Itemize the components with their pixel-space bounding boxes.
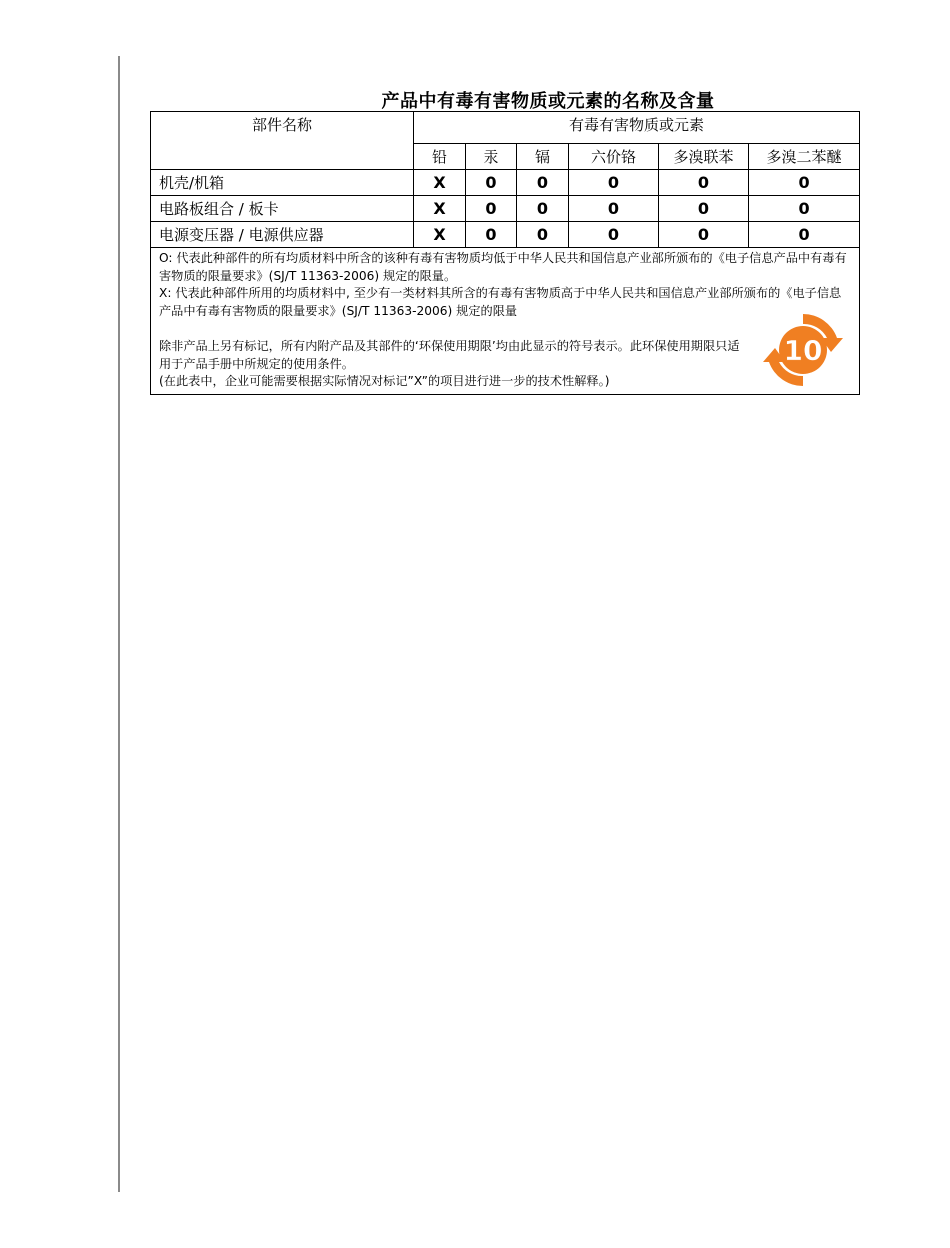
explain-note: (在此表中，企业可能需要根据实际情况对标记”X”的项目进行进一步的技术性解释。) xyxy=(159,374,610,388)
substance-header: 汞 xyxy=(466,144,517,170)
period-note: 除非产品上另有标记，所有内附产品及其部件的‘环保使用期限’均由此显示的符号表示。此环保使用期限只适用于产品手册中所规定的使用条件。 xyxy=(159,339,740,371)
substance-value: 0 xyxy=(466,196,517,222)
substance-value: 0 xyxy=(659,170,749,196)
substance-value: X xyxy=(414,170,466,196)
substance-value: 0 xyxy=(517,170,569,196)
substance-header: 铅 xyxy=(414,144,466,170)
substance-value: 0 xyxy=(749,222,860,248)
part-name: 电路板组合 / 板卡 xyxy=(151,196,414,222)
substance-group-header: 有毒有害物质或元素 xyxy=(414,112,860,144)
part-name: 电源变压器 / 电源供应器 xyxy=(151,222,414,248)
page-margin-line xyxy=(118,56,120,1192)
o-note: O: 代表此种部件的所有均质材料中所含的该种有毒有害物质均低于中华人民共和国信息产业部所颁布的《电子信息产品中有毒有害物质的限量要求》(SJ/T 11363-2006) 规定的限量。 xyxy=(159,251,847,283)
table-row xyxy=(151,196,860,222)
substance-value: X xyxy=(414,222,466,248)
table-row xyxy=(151,170,860,196)
part-name-header: 部件名称 xyxy=(151,112,414,170)
part-name: 机壳/机箱 xyxy=(151,170,414,196)
substance-value: 0 xyxy=(569,170,659,196)
substance-header: 镉 xyxy=(517,144,569,170)
substance-value: 0 xyxy=(466,170,517,196)
document-title: 产品中有毒有害物质或元素的名称及含量 xyxy=(381,91,715,112)
substance-value: 0 xyxy=(569,196,659,222)
substance-header: 多溴联苯 xyxy=(659,144,749,170)
substance-value: 0 xyxy=(466,222,517,248)
substance-value: 0 xyxy=(517,196,569,222)
substance-value: 0 xyxy=(569,222,659,248)
logo-text: 10 xyxy=(783,334,823,367)
epup-10-year-logo-icon xyxy=(763,310,843,390)
x-note: X: 代表此种部件所用的均质材料中, 至少有一类材料其所含的有毒有害物质高于中华人民共和国信息产业部所颁布的《电子信息产品中有毒有害物质的限量要求》(SJ/T 11363-2006) 规定的限量 xyxy=(159,286,842,318)
substance-value: 0 xyxy=(749,196,860,222)
substance-value: 0 xyxy=(749,170,860,196)
substance-value: 0 xyxy=(517,222,569,248)
notes-row xyxy=(151,248,860,395)
notes-cell xyxy=(151,248,860,395)
table-header-row xyxy=(151,112,860,144)
substance-value: 0 xyxy=(659,222,749,248)
substance-value: X xyxy=(414,196,466,222)
table-row xyxy=(151,222,860,248)
substance-value: 0 xyxy=(659,196,749,222)
substance-header: 六价铬 xyxy=(569,144,659,170)
substance-header: 多溴二苯醚 xyxy=(749,144,860,170)
hazardous-substances-table xyxy=(150,111,860,395)
